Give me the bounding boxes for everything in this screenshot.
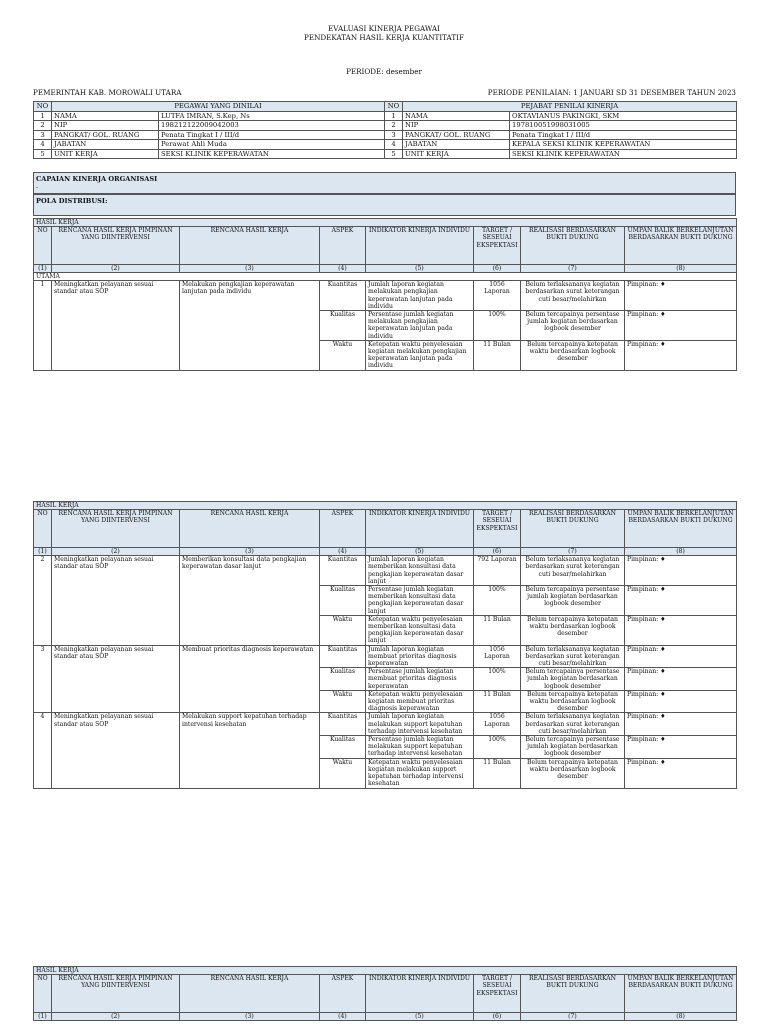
umpan-balik-cell: Pimpinan: ♦ xyxy=(625,586,737,616)
penilai-field-label: JABATAN xyxy=(403,140,510,150)
pejabat-penilai-header: PEJABAT PENILAI KINERJA xyxy=(403,102,737,112)
title-line-1: EVALUASI KINERJA PEGAWAI xyxy=(328,24,440,33)
penilai-field-label: UNIT KERJA xyxy=(403,149,510,159)
column-header: NO xyxy=(34,510,52,548)
pola-title: POLA DISTRIBUSI: xyxy=(36,197,108,205)
realisasi-cell: Belum terlaksananya kegiatan berdasarkan surat keterangan cuti besar/melahirkan xyxy=(521,713,625,736)
pegawai-field-label: UNIT KERJA xyxy=(52,149,159,159)
item-no: 1 xyxy=(34,281,52,370)
pegawai-field-label: PANGKAT/ GOL. RUANG xyxy=(52,130,159,140)
column-header: RENCANA HASIL KERJA PIMPINAN YANG DIINTERVENSI xyxy=(52,510,180,548)
column-header: RENCANA HASIL KERJA xyxy=(180,975,320,1013)
target-cell: 1056 Laporan xyxy=(474,281,521,311)
aspek-cell: Waktu xyxy=(320,340,366,370)
column-header: INDIKATOR KINERJA INDIVIDU xyxy=(366,975,474,1013)
realisasi-cell: Belum tercapainya persentase jumlah kegiatan berdasarkan logbook desember xyxy=(521,668,625,691)
pegawai-table xyxy=(33,101,737,159)
aspek-cell: Kuantitas xyxy=(320,645,366,668)
target-cell: 1056 Laporan xyxy=(474,645,521,668)
umpan-balik-cell: Pimpinan: ♦ xyxy=(625,340,737,370)
org-line xyxy=(33,88,736,97)
umpan-balik-cell: Pimpinan: ♦ xyxy=(625,736,737,759)
realisasi-cell: Belum tercapainya persentase jumlah kegiatan berdasarkan logbook desember xyxy=(521,586,625,616)
hasil-kerja-table-page-1 xyxy=(33,218,737,371)
umpan-balik-cell: Pimpinan: ♦ xyxy=(625,281,737,311)
penilai-field-value: SEKSI KLINIK KEPERAWATAN xyxy=(510,149,737,159)
target-cell: 11 Bulan xyxy=(474,758,521,788)
umpan-balik-cell: Pimpinan: ♦ xyxy=(625,758,737,788)
aspek-cell: Kualitas xyxy=(320,311,366,341)
target-cell: 792 Laporan xyxy=(474,556,521,586)
rencana-hasil-kerja: Memberikan konsultasi data pengkajian keperawatan dasar lanjut xyxy=(180,556,320,645)
realisasi-cell: Belum tercapainya ketepatan waktu berdasarkan logbook desember xyxy=(521,615,625,645)
realisasi-cell: Belum tercapainya persentase jumlah kegiatan berdasarkan logbook desember xyxy=(521,736,625,759)
target-cell: 100% xyxy=(474,311,521,341)
column-number: (4) xyxy=(320,1013,366,1021)
hasil-kerja-row xyxy=(34,281,737,311)
column-header: REALISASI BERDASARKAN BUKTI DUKUNG xyxy=(521,975,625,1013)
pegawai-no: 3 xyxy=(34,130,52,140)
indikator-cell: Persentase jumlah kegiatan melakukan support kepatuhan terhadap intervensi kesehatan xyxy=(366,736,474,759)
umpan-balik-cell: Pimpinan: ♦ xyxy=(625,615,737,645)
column-header: ASPEK xyxy=(320,510,366,548)
column-header: UMPAN BALIK BERKELANJUTAN BERDASARKAN BUKTI DUKUNG xyxy=(625,510,737,548)
rencana-pimpinan: Meningkatkan pelayanan sesuai standar atau SOP xyxy=(52,556,180,645)
realisasi-cell: Belum tercapainya ketepatan waktu berdasarkan logbook desember xyxy=(521,340,625,370)
aspek-cell: Waktu xyxy=(320,758,366,788)
column-header: NO xyxy=(34,227,52,265)
column-header: INDIKATOR KINERJA INDIVIDU xyxy=(366,227,474,265)
pegawai-no: 1 xyxy=(34,111,52,121)
column-number: (6) xyxy=(474,265,521,273)
column-number: (5) xyxy=(366,265,474,273)
column-number: (4) xyxy=(320,548,366,556)
hasil-kerja-row xyxy=(34,556,737,586)
column-header: ASPEK xyxy=(320,227,366,265)
umpan-balik-cell: Pimpinan: ♦ xyxy=(625,311,737,341)
hasil-kerja-caption-row xyxy=(34,219,737,227)
pegawai-field-value: Perawat Ahli Muda xyxy=(159,140,385,150)
column-header: ASPEK xyxy=(320,975,366,1013)
column-header: RENCANA HASIL KERJA xyxy=(180,510,320,548)
penilai-field-value: KEPALA SEKSI KLINIK KEPERAWATAN xyxy=(510,140,737,150)
column-number: (7) xyxy=(521,1013,625,1021)
periode-label: PERIODE: desember xyxy=(346,67,422,76)
umpan-balik-cell: Pimpinan: ♦ xyxy=(625,690,737,713)
rencana-pimpinan: Meningkatkan pelayanan sesuai standar atau SOP xyxy=(52,281,180,370)
pegawai-field-value: Penata Tingkat I / III/d xyxy=(159,130,385,140)
column-number: (6) xyxy=(474,548,521,556)
pegawai-row xyxy=(34,121,737,131)
column-number: (2) xyxy=(52,1013,180,1021)
hasil-kerja-caption: HASIL KERJA xyxy=(34,502,737,510)
pegawai-row xyxy=(34,149,737,159)
penilai-no: 4 xyxy=(385,140,403,150)
indikator-cell: Jumlah laporan kegiatan membuat prioritas diagnosis keperawatan xyxy=(366,645,474,668)
title-line-2: PENDEKATAN HASIL KERJA KUANTITATIF xyxy=(304,33,464,42)
aspek-cell: Waktu xyxy=(320,690,366,713)
column-header: RENCANA HASIL KERJA PIMPINAN YANG DIINTERVENSI xyxy=(52,227,180,265)
realisasi-cell: Belum tercapainya ketepatan waktu berdasarkan logbook desember xyxy=(521,690,625,713)
item-no: 3 xyxy=(34,645,52,713)
periode-penilaian: PERIODE PENILAIAN: 1 JANUARI SD 31 DESEMBER TAHUN 2023 xyxy=(487,88,736,97)
column-header: NO xyxy=(34,975,52,1013)
aspek-cell: Kualitas xyxy=(320,736,366,759)
realisasi-cell: Belum terlaksananya kegiatan berdasarkan surat keterangan cuti besar/melahirkan xyxy=(521,556,625,586)
column-number-row xyxy=(34,265,737,273)
hasil-kerja-header-row xyxy=(34,975,737,1013)
pegawai-field-label: NAMA xyxy=(52,111,159,121)
realisasi-cell: Belum terlaksananya kegiatan berdasarkan surat keterangan cuti besar/melahirkan xyxy=(521,645,625,668)
instansi-name: PEMERINTAH KAB. MOROWALI UTARA xyxy=(33,88,182,97)
penilai-no: 2 xyxy=(385,121,403,131)
column-number-row xyxy=(34,548,737,556)
column-number: (2) xyxy=(52,548,180,556)
capaian-value: - xyxy=(36,183,39,191)
pegawai-field-label: NIP xyxy=(52,121,159,131)
rencana-hasil-kerja: Melakukan pengkajian keperawatan lanjutan pada individu xyxy=(180,281,320,370)
aspek-cell: Kuantitas xyxy=(320,556,366,586)
document-title xyxy=(0,24,768,42)
column-number: (3) xyxy=(180,548,320,556)
column-header: RENCANA HASIL KERJA PIMPINAN YANG DIINTERVENSI xyxy=(52,975,180,1013)
hasil-kerja-header-row xyxy=(34,227,737,265)
target-cell: 11 Bulan xyxy=(474,340,521,370)
pegawai-row xyxy=(34,140,737,150)
column-number-row xyxy=(34,1013,737,1021)
rencana-hasil-kerja: Melakukan support kepatuhan terhadap intervensi kesehatan xyxy=(180,713,320,788)
pegawai-field-value: LUTFA IMRAN, S.Kep, Ns xyxy=(159,111,385,121)
column-number: (6) xyxy=(474,1013,521,1021)
column-header: UMPAN BALIK BERKELANJUTAN BERDASARKAN BUKTI DUKUNG xyxy=(625,975,737,1013)
column-header: RENCANA HASIL KERJA xyxy=(180,227,320,265)
aspek-cell: Kualitas xyxy=(320,668,366,691)
target-cell: 100% xyxy=(474,586,521,616)
pegawai-field-value: 198212122009042003 xyxy=(159,121,385,131)
item-no: 2 xyxy=(34,556,52,645)
hasil-kerja-caption: HASIL KERJA xyxy=(34,219,737,227)
aspek-cell: Waktu xyxy=(320,615,366,645)
hasil-kerja-row xyxy=(34,645,737,668)
indikator-cell: Ketepatan waktu penyelesaian kegiatan melakukan support kepatuhan terhadap intervensi kesehatan xyxy=(366,758,474,788)
hasil-kerja-table-page-3 xyxy=(33,966,737,1021)
penilai-no: 5 xyxy=(385,149,403,159)
target-cell: 100% xyxy=(474,736,521,759)
aspek-cell: Kuantitas xyxy=(320,713,366,736)
column-number: (7) xyxy=(521,548,625,556)
rencana-pimpinan: Meningkatkan pelayanan sesuai standar atau SOP xyxy=(52,713,180,788)
section-row xyxy=(34,273,737,281)
pola-distribusi-block xyxy=(33,194,736,216)
column-number: (1) xyxy=(34,548,52,556)
hasil-kerja-header-row xyxy=(34,510,737,548)
rencana-pimpinan: Meningkatkan pelayanan sesuai standar atau SOP xyxy=(52,645,180,713)
indikator-cell: Jumlah laporan kegiatan melakukan support kepatuhan terhadap intervensi kesehatan xyxy=(366,713,474,736)
column-number: (3) xyxy=(180,265,320,273)
penilai-field-value: Penata Tingkat I / III/d xyxy=(510,130,737,140)
hasil-kerja-table-page-2 xyxy=(33,501,737,789)
realisasi-cell: Belum terlaksananya kegiatan berdasarkan surat keterangan cuti besar/melahirkan xyxy=(521,281,625,311)
target-cell: 11 Bulan xyxy=(474,615,521,645)
umpan-balik-cell: Pimpinan: ♦ xyxy=(625,645,737,668)
column-number: (8) xyxy=(625,265,737,273)
indikator-cell: Persentase jumlah kegiatan membuat prioritas diagnosis keperawatan xyxy=(366,668,474,691)
column-header: TARGET / SESEUAI EKSPEKTASI xyxy=(474,510,521,548)
column-number: (4) xyxy=(320,265,366,273)
column-number: (3) xyxy=(180,1013,320,1021)
indikator-cell: Ketepatan waktu penyelesaian kegiatan membuat prioritas diagnosis keperawatan xyxy=(366,690,474,713)
penilai-field-label: PANGKAT/ GOL. RUANG xyxy=(403,130,510,140)
penilai-no-header: NO xyxy=(385,102,403,112)
hasil-kerja-row xyxy=(34,713,737,736)
penilai-field-label: NIP xyxy=(403,121,510,131)
pegawai-no: 2 xyxy=(34,121,52,131)
aspek-cell: Kualitas xyxy=(320,586,366,616)
column-header: UMPAN BALIK BERKELANJUTAN BERDASARKAN BUKTI DUKUNG xyxy=(625,227,737,265)
pegawai-row xyxy=(34,111,737,121)
target-cell: 1056 Laporan xyxy=(474,713,521,736)
column-number: (8) xyxy=(625,1013,737,1021)
column-number: (8) xyxy=(625,548,737,556)
realisasi-cell: Belum tercapainya ketepatan waktu berdasarkan logbook desember xyxy=(521,758,625,788)
column-header: TARGET / SESEUAI EKSPEKTASI xyxy=(474,227,521,265)
target-cell: 100% xyxy=(474,668,521,691)
penilai-field-value: OKTAVIANUS PAKINGKI, SKM xyxy=(510,111,737,121)
indikator-cell: Jumlah laporan kegiatan memberikan konsultasi data pengkajian keperawatan dasar lanjut xyxy=(366,556,474,586)
pegawai-row xyxy=(34,130,737,140)
hasil-kerja-caption: HASIL KERJA xyxy=(34,967,737,975)
pegawai-no: 5 xyxy=(34,149,52,159)
umpan-balik-cell: Pimpinan: ♦ xyxy=(625,713,737,736)
item-no: 4 xyxy=(34,713,52,788)
capaian-kinerja-block xyxy=(33,172,736,194)
column-number: (5) xyxy=(366,1013,474,1021)
indikator-cell: Ketepatan waktu penyelesaian memberikan konsultasi data pengkajian keperawatan dasar lanjut xyxy=(366,615,474,645)
section-label: UTAMA xyxy=(34,273,737,281)
penilai-field-value: 197810051998031005 xyxy=(510,121,737,131)
column-number: (2) xyxy=(52,265,180,273)
pegawai-dinilai-header: PEGAWAI YANG DINILAI xyxy=(52,102,385,112)
target-cell: 11 Bulan xyxy=(474,690,521,713)
penilai-no: 1 xyxy=(385,111,403,121)
aspek-cell: Kuantitas xyxy=(320,281,366,311)
hasil-kerja-caption-row xyxy=(34,967,737,975)
indikator-cell: Jumlah laporan kegiatan melakukan pengkajian keperawatan lanjutan pada individu xyxy=(366,281,474,311)
pegawai-no: 4 xyxy=(34,140,52,150)
indikator-cell: Ketepatan waktu penyelesaian kegiatan melakukan pengkajian keperawatan lanjutan pada individu xyxy=(366,340,474,370)
column-number: (1) xyxy=(34,1013,52,1021)
column-number: (7) xyxy=(521,265,625,273)
penilai-no: 3 xyxy=(385,130,403,140)
umpan-balik-cell: Pimpinan: ♦ xyxy=(625,556,737,586)
column-header: REALISASI BERDASARKAN BUKTI DUKUNG xyxy=(521,510,625,548)
column-number: (1) xyxy=(34,265,52,273)
column-header: TARGET / SESEUAI EKSPEKTASI xyxy=(474,975,521,1013)
column-number: (5) xyxy=(366,548,474,556)
indikator-cell: Persentase jumlah kegiatan memberikan konsultasi data pengkajian keperawatan dasar lanjut xyxy=(366,586,474,616)
indikator-cell: Persentase jumlah kegiatan melakukan pengkajian keperawatan lanjutan pada individu xyxy=(366,311,474,341)
capaian-title: CAPAIAN KINERJA ORGANISASI xyxy=(36,175,158,183)
umpan-balik-cell: Pimpinan: ♦ xyxy=(625,668,737,691)
pegawai-no-header: NO xyxy=(34,102,52,112)
rencana-hasil-kerja: Membuat prioritas diagnosis keperawatan xyxy=(180,645,320,713)
penilai-field-label: NAMA xyxy=(403,111,510,121)
pegawai-field-value: SEKSI KLINIK KEPERAWATAN xyxy=(159,149,385,159)
realisasi-cell: Belum tercapainya persentase jumlah kegiatan berdasarkan logbook desember xyxy=(521,311,625,341)
column-header: REALISASI BERDASARKAN BUKTI DUKUNG xyxy=(521,227,625,265)
column-header: INDIKATOR KINERJA INDIVIDU xyxy=(366,510,474,548)
pegawai-field-label: JABATAN xyxy=(52,140,159,150)
hasil-kerja-caption-row xyxy=(34,502,737,510)
